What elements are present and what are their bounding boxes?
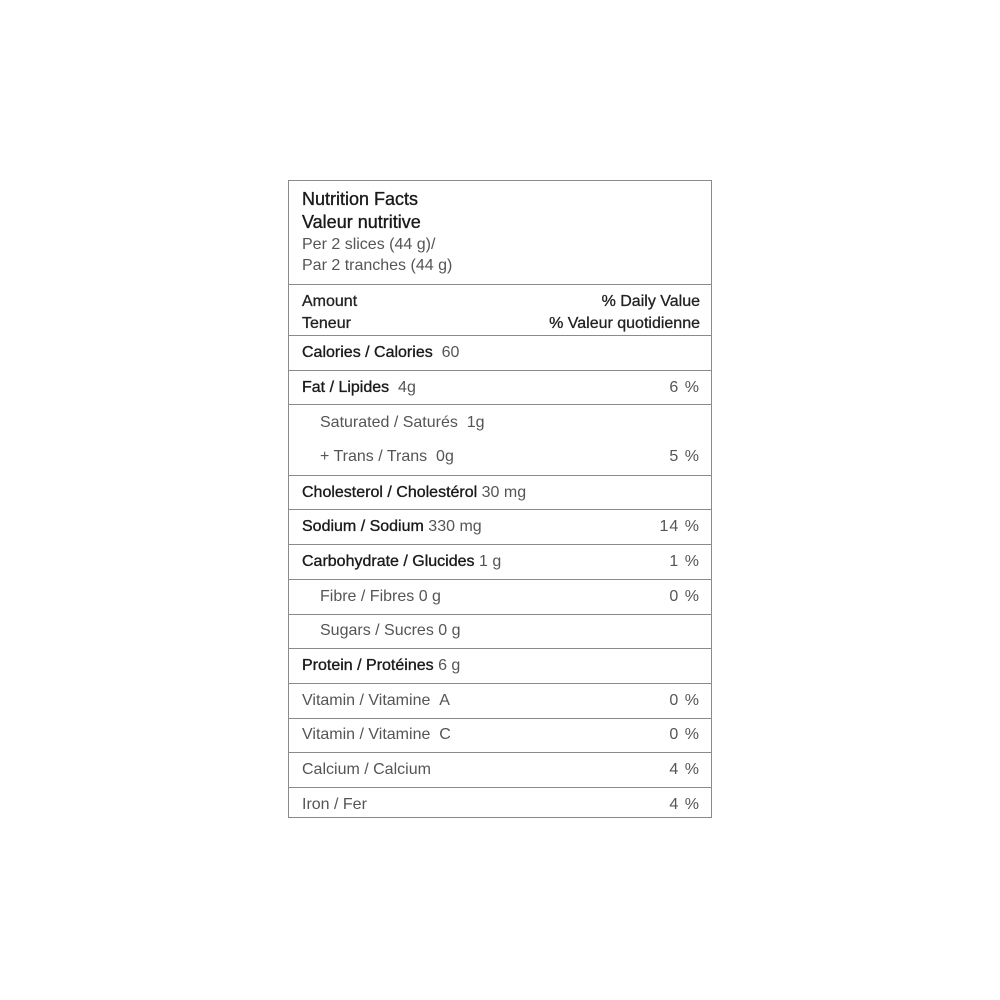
nutrient-label: Saturated / Saturés — [320, 413, 458, 431]
daily-value: 0 % — [669, 726, 700, 744]
nutrient-amount: 0 g — [418, 587, 441, 605]
nutrient-label: Calories / Calories — [302, 343, 433, 361]
row-trans — [289, 440, 711, 475]
nutrient-amount: C — [439, 726, 451, 744]
nutrient-amount: 6 g — [438, 657, 461, 675]
title-en: Nutrition Facts — [302, 189, 419, 209]
nutrient-label: + Trans / Trans — [320, 448, 428, 466]
nutrient-label: Sugars / Sucres — [320, 622, 434, 640]
row-vitamin-c — [289, 719, 711, 754]
nutrient-label: Iron / Fer — [302, 796, 367, 814]
row-protein — [289, 649, 711, 684]
daily-value: 1 % — [669, 552, 700, 570]
nutrient-amount: A — [439, 691, 450, 709]
nutrient-label: Carbohydrate / Glucides — [302, 552, 475, 570]
nutrient-amount: 0 g — [438, 622, 461, 640]
daily-value-header-en: % Daily Value — [601, 293, 700, 310]
daily-value-header — [549, 291, 700, 335]
nutrient-amount: 0g — [436, 448, 454, 466]
nutrient-amount: 4g — [398, 378, 416, 396]
row-cholesterol — [289, 476, 711, 511]
nutrient-label: Sodium / Sodium — [302, 518, 424, 536]
nutrient-label: Calcium / Calcium — [302, 761, 431, 779]
daily-value: 14 % — [659, 518, 700, 536]
nutrient-label: Protein / Protéines — [302, 657, 434, 675]
daily-value: 4 % — [669, 761, 700, 779]
daily-value: 0 % — [669, 587, 700, 605]
row-sodium — [289, 510, 711, 545]
row-fibre — [289, 580, 711, 615]
label-header — [289, 181, 711, 285]
daily-value-header-fr: % Valeur quotidienne — [549, 315, 700, 332]
title-fr: Valeur nutritive — [302, 212, 421, 232]
row-iron — [289, 788, 711, 823]
nutrient-label: Fat / Lipides — [302, 378, 390, 396]
nutrient-label: Vitamin / Vitamine — [302, 691, 431, 709]
daily-value: 6 % — [669, 378, 700, 396]
serving-size-fr: Par 2 tranches (44 g) — [302, 257, 453, 274]
row-sugars — [289, 615, 711, 650]
row-calories — [289, 336, 711, 371]
amount-header — [302, 291, 357, 335]
nutrition-facts-label — [288, 180, 712, 818]
row-fat — [289, 371, 711, 406]
row-calcium — [289, 753, 711, 788]
amount-header-fr: Teneur — [302, 315, 351, 332]
row-vitamin-a — [289, 684, 711, 719]
row-carbohydrate — [289, 545, 711, 580]
daily-value: 5 % — [669, 448, 700, 466]
daily-value: 0 % — [669, 691, 700, 709]
nutrient-amount: 330 mg — [428, 518, 482, 536]
amount-header-en: Amount — [302, 293, 358, 310]
nutrient-label: Fibre / Fibres — [320, 587, 415, 605]
nutrient-amount: 60 — [441, 343, 460, 361]
nutrient-label: Vitamin / Vitamine — [302, 726, 431, 744]
nutrient-amount: 30 mg — [481, 483, 527, 501]
serving-size-en: Per 2 slices (44 g)/ — [302, 236, 436, 253]
nutrient-amount: 1 g — [478, 552, 502, 570]
column-headers — [289, 285, 711, 336]
daily-value: 4 % — [669, 796, 700, 814]
nutrient-label: Cholesterol / Cholestérol — [302, 483, 478, 501]
row-saturated — [289, 405, 711, 440]
fat-breakdown — [289, 405, 711, 475]
nutrient-amount: 1g — [466, 413, 485, 431]
